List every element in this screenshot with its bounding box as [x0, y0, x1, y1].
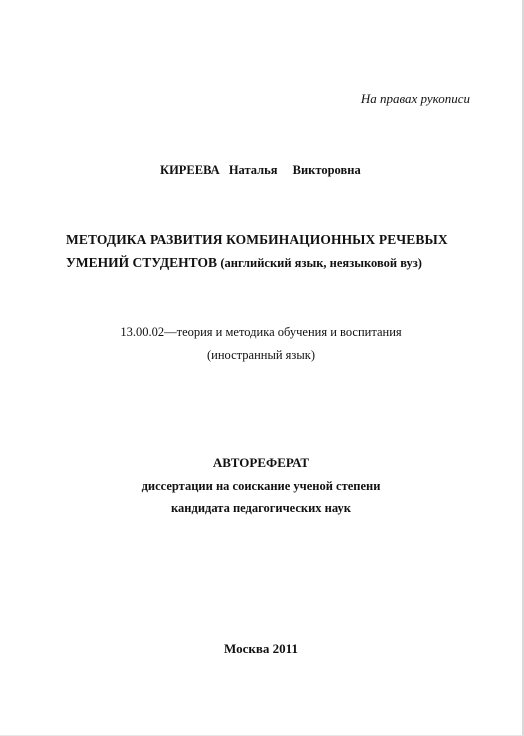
author-patronymic: Викторовна [292, 163, 361, 177]
author-given-name: Наталья [228, 163, 278, 177]
author-surname: КИРЕЕВА [160, 163, 220, 177]
degree-statement-line-2: кандидата педагогических наук [171, 501, 351, 515]
degree-statement-line-1: диссертации на соискание ученой степени [141, 479, 381, 493]
thesis-title-line-2 [66, 255, 422, 271]
city-year: Москва 2011 [224, 641, 298, 656]
specialty-subject: (иностранный язык) [207, 348, 315, 362]
thesis-title-subtitle: (английский язык, неязыковой вуз) [220, 256, 422, 270]
thesis-title-main: УМЕНИЙ СТУДЕНТОВ [66, 255, 217, 270]
author-name [160, 162, 361, 178]
specialty-code: 13.00.02—теория и методика обучения и воспитания [120, 325, 402, 339]
manuscript-note: На правах рукописи [360, 91, 470, 106]
thesis-title-line-1: МЕТОДИКА РАЗВИТИЯ КОМБИНАЦИОННЫХ РЕЧЕВЫХ [66, 232, 448, 247]
abstract-heading: АВТОРЕФЕРАТ [212, 455, 310, 470]
